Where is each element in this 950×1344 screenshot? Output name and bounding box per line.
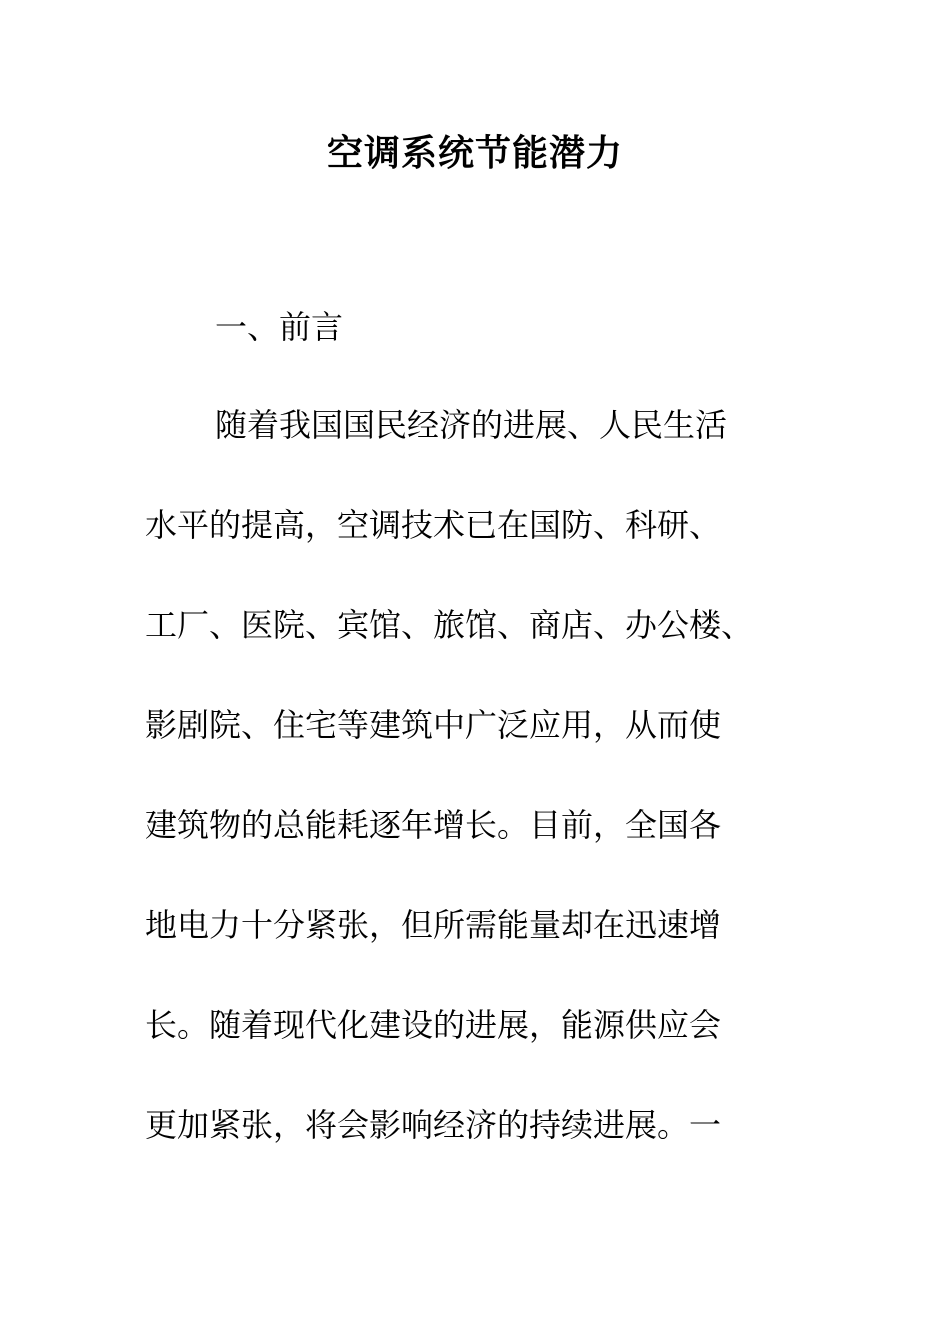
paragraph-line: 影剧院、住宅等建筑中广泛应用，从而使	[145, 706, 722, 744]
paragraph-line: 地电力十分紧张，但所需能量却在迅速增	[145, 906, 722, 944]
paragraph-line: 工厂、医院、宾馆、旅馆、商店、办公楼、	[145, 606, 754, 644]
paragraph-line: 更加紧张，将会影响经济的持续进展。一	[145, 1106, 722, 1144]
paragraph-line: 水平的提高，空调技术已在国防、科研、	[145, 506, 722, 544]
section-heading: 一、前言	[215, 308, 344, 346]
document-title: 空调系统节能潜力	[326, 132, 623, 174]
paragraph-line: 长。随着现代化建设的进展，能源供应会	[145, 1006, 722, 1044]
paragraph-line: 随着我国国民经济的进展、人民生活	[215, 406, 728, 444]
paragraph-line: 建筑物的总能耗逐年增长。目前，全国各	[145, 806, 722, 844]
